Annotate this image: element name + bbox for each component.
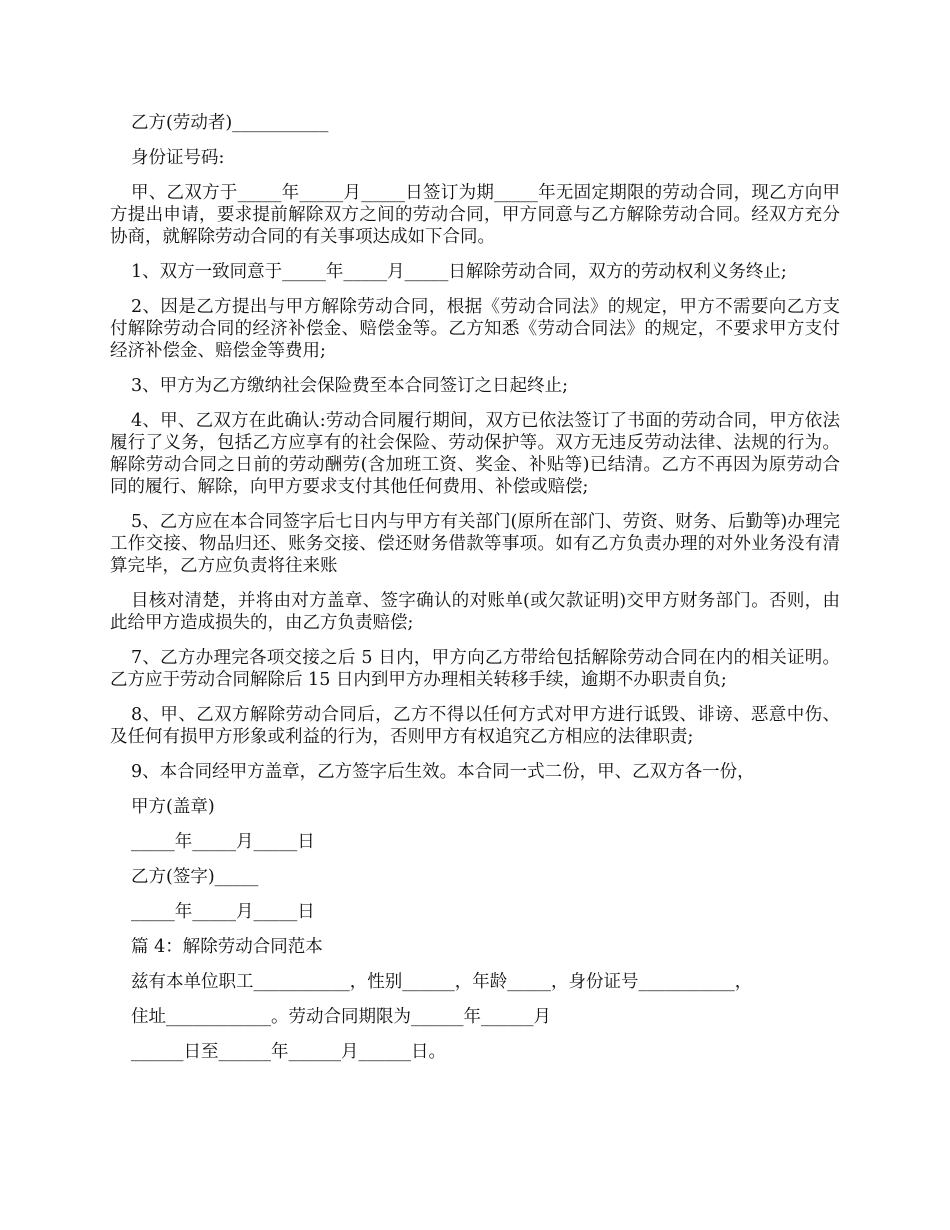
party-b-sign-line: 乙方(签字)_____ [131,867,259,887]
clause-3: 3、甲方为乙方缴纳社会保险费至本合同签订之日起终止; [131,376,569,396]
party-a-date-line: _____年_____月_____日 [131,832,315,852]
clause-2: 2、因是乙方提出与甲方解除劳动合同，根据《劳动合同法》的规定，甲方不需要向乙方支付解除劳动合同的经济补偿金、赔偿金等。乙方知悉《劳动合同法》的规定，不要求甲方支付经济补偿金、赔偿金等费用; [110,297,840,361]
section-heading: 篇 4：解除劳动合同范本 [131,937,323,957]
employee-info-line: 兹有本单位职工___________，性别______，年龄_____，身份证号___________， [131,972,753,992]
address-term-line: 住址____________。劳动合同期限为______年______月 [131,1007,551,1027]
intro-paragraph: 甲、乙双方于_____年_____月_____日签订为期_____年无固定期限的劳动合同，现乙方向甲方提出申请，要求提前解除双方之间的劳动合同，甲方同意与乙方解除劳动合同。经双方充分协商，就解除劳动合同的有关事项达成如下合同。 [110,183,840,247]
party-b-worker-line: 乙方(劳动者)___________ [131,113,329,133]
clause-1: 1、双方一致同意于_____年_____月_____日解除劳动合同，双方的劳动权利义务终止; [131,262,787,282]
clause-8: 8、甲、乙双方解除劳动合同后，乙方不得以任何方式对甲方进行诋毁、诽谤、恶意中伤、及任何有损甲方形象或利益的行为，否则甲方有权追究乙方相应的法律职责; [110,705,840,747]
party-b-date-line: _____年_____月_____日 [131,902,315,922]
document-body [110,112,840,1076]
clause-5: 5、乙方应在本合同签字后七日内与甲方有关部门(原所在部门、劳资、财务、后勤等)办理完工作交接、物品归还、账务交接、偿还财务借款等事项。如有乙方负责办理的对外业务没有清算完毕，乙方应负责将往来账 [110,512,840,576]
clause-7: 7、乙方办理完各项交接之后 5 日内，甲方向乙方带给包括解除劳动合同在内的相关证明。乙方应于劳动合同解除后 15 日内到甲方办理相关转移手续，逾期不办职责自负; [110,648,840,690]
clause-9: 9、本合同经甲方盖章，乙方签字后生效。本合同一式二份，甲、乙双方各一份， [131,762,755,782]
party-a-seal-line: 甲方(盖章) [131,797,215,817]
clause-4: 4、甲、乙双方在此确认:劳动合同履行期间，双方已依法签订了书面的劳动合同，甲方依法履行了义务，包括乙方应享有的社会保险、劳动保护等。双方无违反劳动法律、法规的行为。解除劳动合同之日前的劳动酬劳(含加班工资、奖金、补贴等)已结清。乙方不再因为原劳动合同的履行、解除，向甲方要求支付其他任何费用、补偿或赔偿; [110,411,840,497]
clause-5-continued: 目核对清楚，并将由对方盖章、签字确认的对账单(或欠款证明)交甲方财务部门。否则，由此给甲方造成损失的，由乙方负责赔偿; [110,591,840,633]
term-dates-line: ______日至______年______月______日。 [131,1042,446,1062]
id-number-line: 身份证号码: [131,148,225,168]
